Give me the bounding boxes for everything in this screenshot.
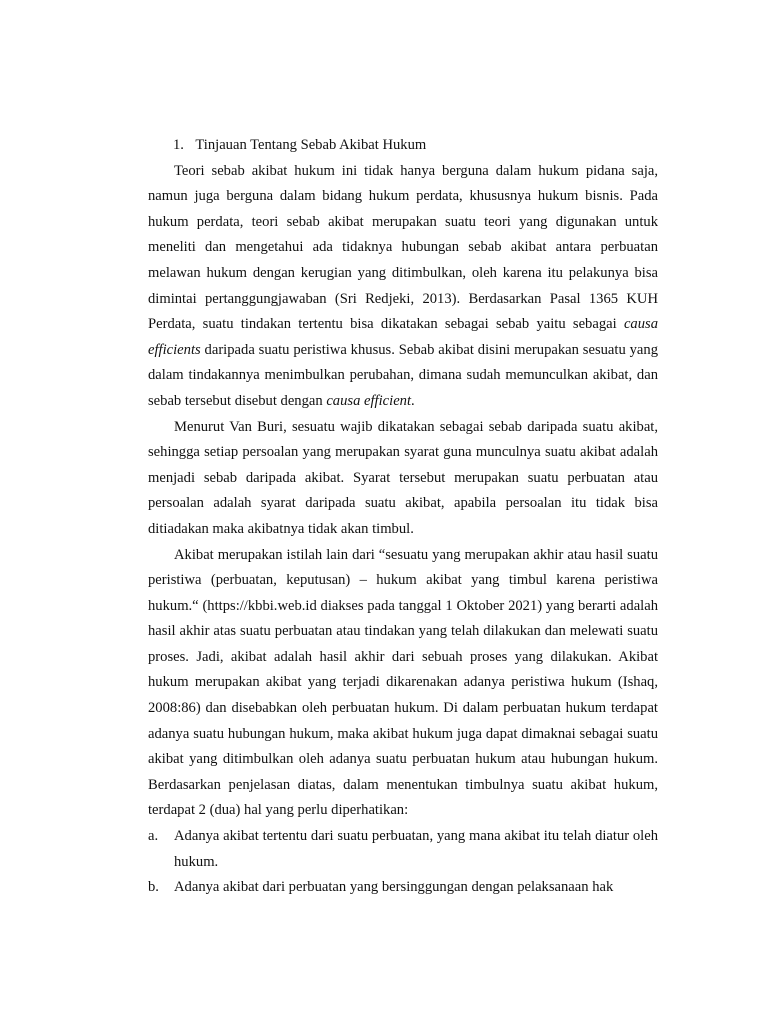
list-item-text: Adanya akibat dari perbuatan yang bersinggungan dengan pelaksanaan hak bbox=[174, 879, 614, 896]
list-marker: a. bbox=[148, 828, 159, 845]
paragraph-text: daripada suatu peristiwa khusus. Sebab akibat disini merupakan sesuatu yang dalam tindakannya menimbulkan perubahan, dimana sudah memunculkan akibat, dan sebab tersebut disebut dengan bbox=[148, 341, 658, 409]
document-page bbox=[148, 133, 658, 901]
paragraph-text: . bbox=[411, 392, 415, 409]
section-heading bbox=[148, 133, 658, 159]
list-marker: b. bbox=[148, 879, 159, 896]
italic-term: causa efficient bbox=[326, 392, 412, 409]
paragraph-causality-theory bbox=[148, 159, 658, 415]
paragraph-legal-consequence: Akibat merupakan istilah lain dari “sesuatu yang merupakan akhir atau hasil suatu peristiwa (perbuatan, keputusan) – hukum akibat yang timbul karena peristiwa hukum.“ (https://kbbi.web.id diakses pada tanggal 1 Oktober 2021) yang berarti adalah hasil akhir atas suatu perbuatan atau tindakan yang telah dilakukan dan melewati suatu proses. Jadi, akibat adalah hasil akhir dari sebuah proses yang dilakukan. Akibat hukum merupakan akibat yang terjadi dikarenakan adanya peristiwa hukum (Ishaq, 2008:86) dan disebabkan oleh perbuatan hukum. Di dalam perbuatan hukum terdapat adanya suatu hubungan hukum, maka akibat hukum juga dapat dimaknai sebagai suatu akibat yang ditimbulkan oleh adanya suatu perbuatan hukum atau hubungan hukum. Berdasarkan penjelasan diatas, dalam menentukan timbulnya suatu akibat hukum, terdapat 2 (dua) hal yang perlu diperhatikan: bbox=[148, 546, 658, 819]
section-number: 1. bbox=[173, 137, 184, 153]
list-item bbox=[148, 875, 658, 901]
list-item bbox=[148, 824, 658, 875]
list-item-text: Adanya akibat tertentu dari suatu perbuatan, yang mana akibat itu telah diatur oleh hukum. bbox=[174, 828, 658, 870]
italic-term: causa efficients bbox=[148, 316, 658, 358]
paragraph-text: Teori sebab akibat hukum ini tidak hanya berguna dalam hukum pidana saja, namun juga berguna dalam bidang hukum perdata, khususnya hukum bisnis. Pada hukum perdata, teori sebab akibat merupakan suatu teori yang digunakan untuk meneliti dan mengetahui ada tidaknya hubungan sebab akibat antara perbuatan melawan hukum dengan kerugian yang ditimbulkan, oleh karena itu pelakunya bisa dimintai pertanggungjawaban (Sri Redjeki, 2013). Berdasarkan Pasal 1365 KUH Perdata, suatu tindakan tertentu bisa dikatakan sebagai sebab yaitu sebagai bbox=[148, 162, 658, 333]
paragraph-van-buri: Menurut Van Buri, sesuatu wajib dikatakan sebagai sebab daripada suatu akibat, sehingga setiap persoalan yang merupakan syarat guna munculnya suatu akibat adalah menjadi sebab daripada akibat. Syarat tersebut merupakan suatu perbuatan atau persoalan adalah syarat daripada suatu akibat, apabila persoalan itu tidak bisa ditiadakan maka akibatnya tidak akan timbul. bbox=[148, 418, 658, 537]
section-title: Tinjauan Tentang Sebab Akibat Hukum bbox=[195, 137, 427, 153]
